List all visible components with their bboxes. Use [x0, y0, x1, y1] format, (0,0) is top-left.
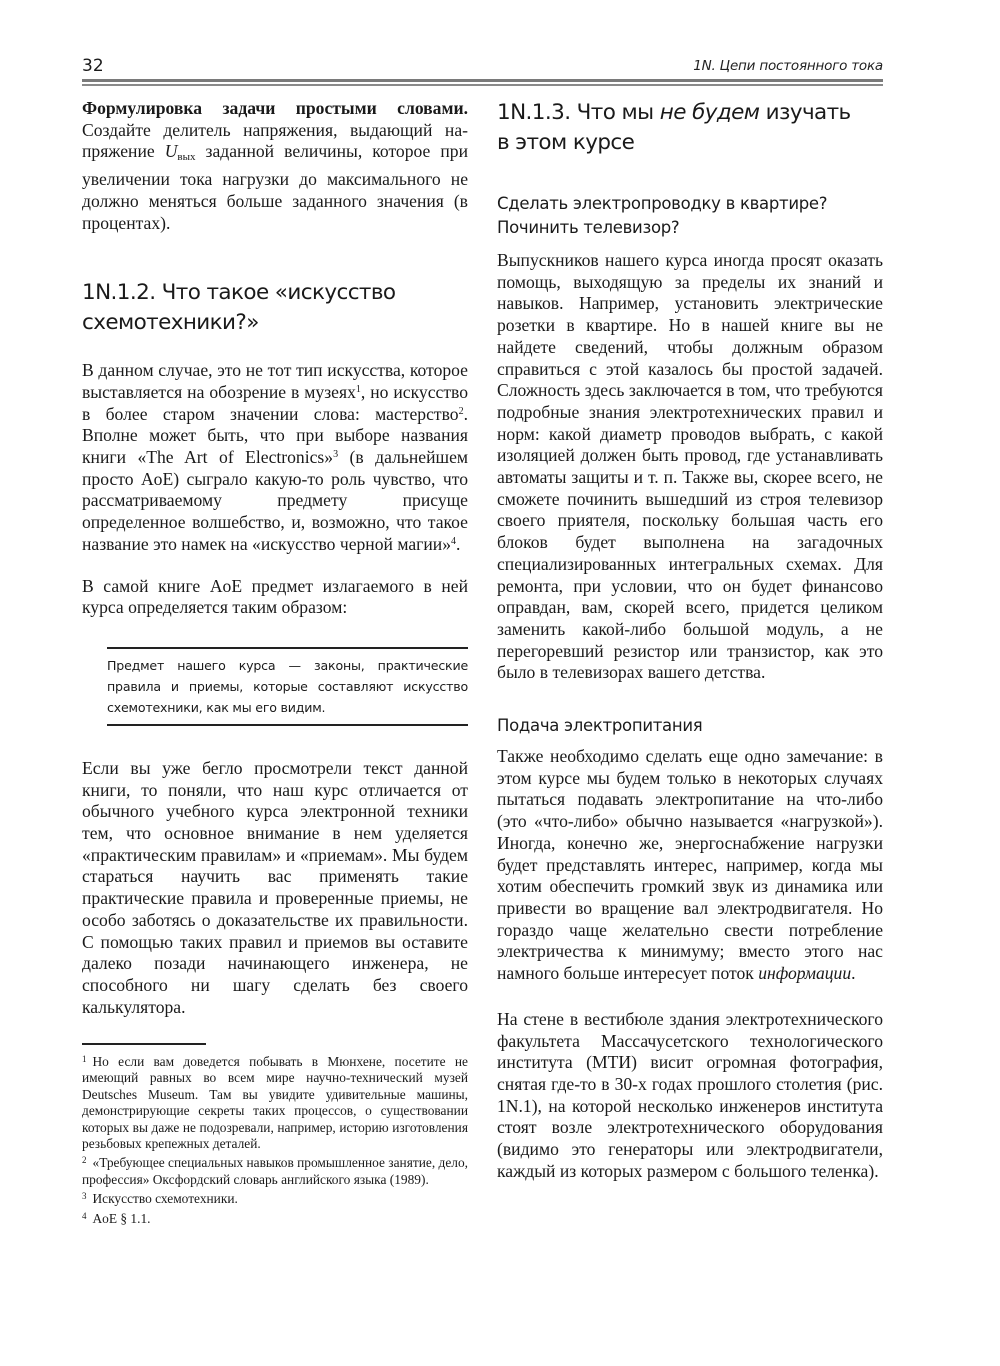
footnote-mark: 1	[82, 1053, 87, 1064]
text: .	[851, 963, 856, 984]
footnote-2	[82, 1152, 468, 1188]
emphasis-information: информации	[758, 963, 852, 984]
paragraph-aoe-definition: В самой книге AoE предмет излагаемого в ней курса определяется таким образом:	[82, 575, 468, 618]
footnote-ref-2[interactable]: 2	[458, 405, 464, 417]
heading-emphasis: не будем	[659, 100, 760, 125]
text: , но искусство в более старом значении слова: мастерство	[82, 381, 468, 424]
heading-text: 1N.1.3. Что мы	[497, 100, 660, 125]
footnote-text: «Требующее специальных навыков промышленное занятие, дело, профессия» Оксфордский словарь английского языка (1989).	[82, 1155, 468, 1187]
footnote-ref-1[interactable]: 1	[355, 383, 361, 395]
left-column	[82, 98, 468, 1227]
text: В данном случае, это не тот тип искусства, которое выставляется на обозрение в музеях	[82, 360, 468, 402]
header-rule-thin	[82, 84, 883, 86]
header-rule-thick	[82, 79, 883, 82]
heading-line-1: Сделать электропроводку в квартире?	[497, 194, 828, 213]
text: (в дальнейшем просто AoE) сыграло какую-то роль чувство, что рассматриваемому предмету присуще определенное волшебство, и, возможно, что такое название это намек на «искусство черной магии»	[82, 447, 469, 554]
heading-line-1: 1N.1.2. Что такое «искусство	[82, 280, 396, 306]
footnote-text: AoE § 1.1.	[92, 1210, 151, 1226]
footnote-ref-4[interactable]: 4	[451, 535, 456, 547]
section-heading-1n13	[497, 98, 883, 158]
footnote-text: Искусство схемотехники.	[92, 1191, 238, 1207]
section-heading-1n12	[82, 278, 468, 338]
paragraph-wiring: Выпускников нашего курса иногда просят оказать помощь, выходящую за пределы их знаний и навыков. Например, установить электрические розетки в квартире. Но в нашей книге вы не найдете сведений, чтобы должным образом справиться с этой казалось бы простой задачей. Сложность здесь заключается в том, что требуются подробные знания электротехнических правил и норм: какой диаметр проводов выбрать, с какой изоляцией должен быть провод, где устанавливать автоматы защиты и т. п. Также вы, скорее всего, не сможете починить вышедший из строя телевизор своего приятеля, поскольку большая часть его блоков будет выполнена на загадочных специализированных интегральных схемах. Для ремонта, при условии, что он будет финансово оправдан, вам, скорей всего, придется целиком заменить какой-либо большой модуль, а не перегоревший резистор или транзистор, как это было в телевизорах вашего детства.	[497, 250, 883, 683]
text: .	[456, 533, 461, 554]
voltage-subscript: вых	[177, 151, 196, 164]
subsection-heading-wiring	[497, 192, 883, 240]
paragraph-practical-rules: Если вы уже бегло просмотрели текст данной книги, то поняли, что наш курс отличается от обычного учебного курса электронной техники тем, что основное внимание в нем уделяется «практическим правилам» и «приемам». Мы будем стараться научить вас применять такие практические правила и проверенные приемы, не особо заботясь о доказательстве их правильности. С помощью таких правил и приемов вы оставите далеко позади начинающего инженера, не способного ни шагу сделать без своего калькулятора.	[82, 757, 468, 1017]
problem-text-2: заданной величины, которое при увеличении тока нагрузки до максимального не должно меняться больше заданного значения (в процентах).	[82, 141, 468, 233]
problem-text-1: Создайте делитель напряжения, выдающий напряжение	[82, 119, 468, 162]
heading-line-2: в этом курсе	[497, 130, 635, 155]
right-column	[497, 98, 883, 1182]
page-number: 32	[82, 56, 104, 76]
paragraph-art-meaning	[82, 360, 468, 555]
problem-statement	[82, 98, 468, 234]
footnote-1	[82, 1051, 468, 1152]
footnote-4	[82, 1208, 468, 1227]
block-quote	[107, 647, 468, 726]
text: Также необходимо сделать еще одно замечание: в этом курсе мы будем только в некоторых случаях пытаться подавать электропитание на что-либо (это «что-либо» обычно называется «нагрузкой»). Иногда, конечно же, энергоснабжение нагрузки будет представлять интерес, например, когда мы хотим обеспечить громкий звук из динамика или привести во вращение вал электродвигателя. Но гораздо чаще желательно свести потребление электричества к минимуму; вместо этого нас намного больше интересует поток	[497, 746, 883, 984]
footnote-separator	[82, 1043, 206, 1045]
heading-line-2: схемотехники?»	[82, 310, 259, 336]
footnote-ref-3[interactable]: 3	[333, 449, 339, 461]
heading-text: изучать	[759, 100, 851, 125]
footnote-mark: 2	[82, 1155, 87, 1166]
paragraph-power	[497, 746, 883, 985]
heading-line-2: Починить телевизор?	[497, 218, 680, 237]
footnote-mark: 3	[82, 1191, 87, 1202]
footnote-text: Но если вам доведется побывать в Мюнхене, посетите не имеющий равных во всем мире научно-технический музей Deutsches Museum. Там вы увидите удивительные машины, демонстрирующие секреты таких процессов, о существовании которых вы даже не подозревали, например, историю изготовления резьбовых крепежных деталей.	[82, 1053, 468, 1151]
voltage-symbol: U	[164, 141, 178, 162]
quote-text: Предмет нашего курса — законы, практические правила и приемы, которые составляют искусство схемотехники, как мы его видим.	[107, 657, 468, 715]
footnotes	[82, 1051, 468, 1227]
footnote-3	[82, 1188, 468, 1207]
footnote-mark: 4	[82, 1210, 87, 1221]
running-title: 1N. Цепи постоянного тока	[693, 58, 883, 74]
problem-lead: Формулировка задачи простыми словами.	[82, 98, 468, 118]
subsection-heading-power: Подача электропитания	[497, 716, 703, 736]
text: . Вполне может быть, что при выборе названия книги «The Art of Electronics»	[82, 403, 468, 468]
paragraph-mit-photo: На стене в вестибюле здания электротехнического факультета Массачусетского технологического института (МТИ) висит огромная фотография, снятая где-то в 30-х годах прошлого столетия (рис. 1N.1), на которой несколько инженеров института стоят возле электротехнического оборудования (видимо это генераторы или электродвигатели, каждый из которых размером с большого теленка).	[497, 1008, 883, 1181]
